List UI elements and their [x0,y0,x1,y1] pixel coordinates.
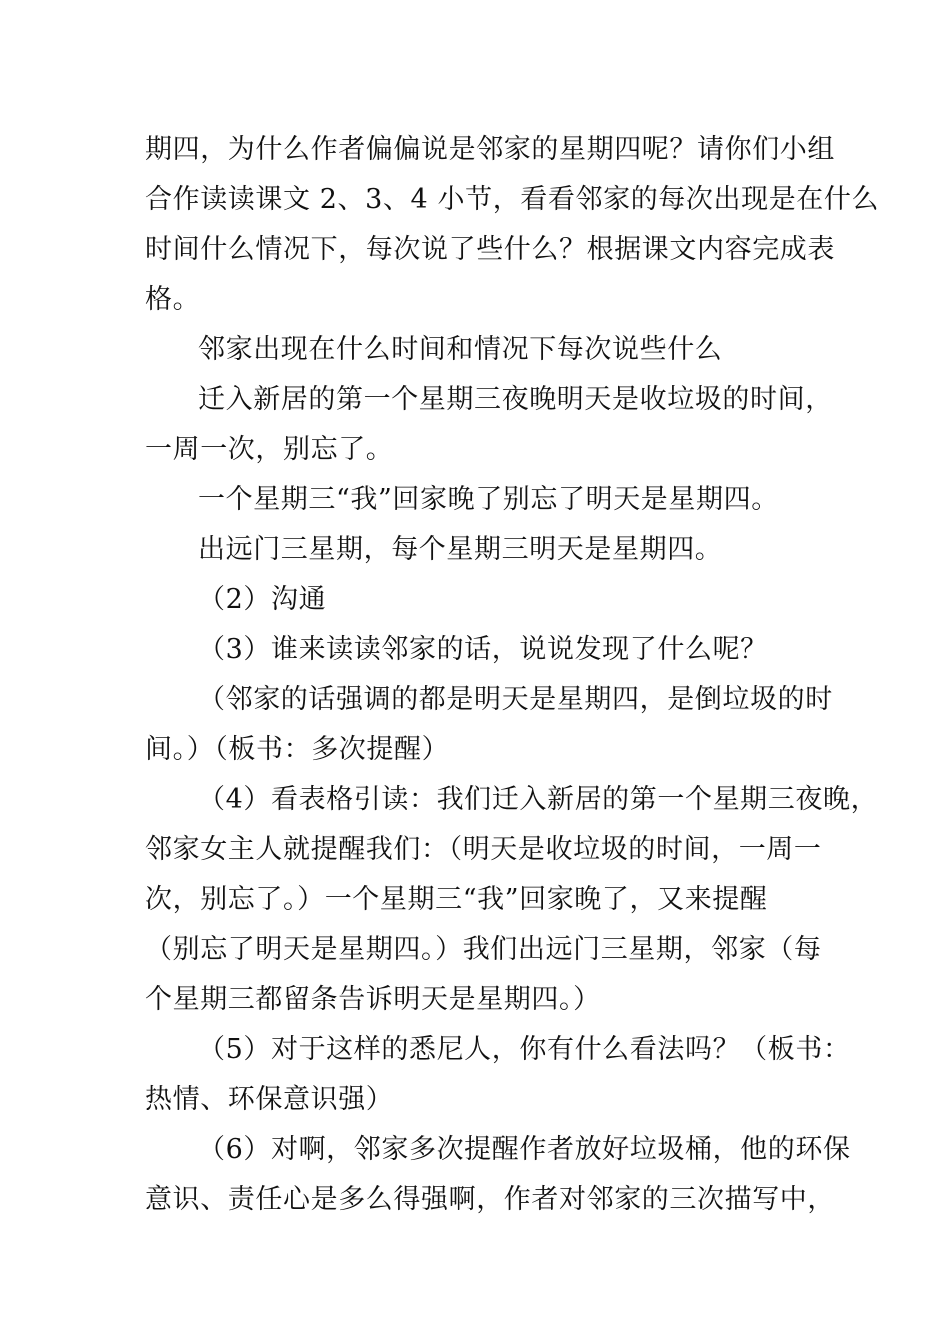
text-line-16: 次，别忘了。）一个星期三“我”回家晚了，又来提醒 [145,884,768,915]
text-line-3: 时间什么情况下，每次说了些什么？根据课文内容完成表 [145,234,835,265]
text-line-10: （2）沟通 [198,584,327,615]
text-line-19: （5）对于这样的悉尼人，你有什么看法吗？（板书： [198,1034,851,1065]
text-line-4: 格。 [145,284,201,315]
text-line-22: 意识、责任心是多么得强啊，作者对邻家的三次描写中， [145,1184,835,1215]
text-line-2: 合作读读课文 2、3、4 小节，看看邻家的每次出现是在什么 [145,184,880,215]
text-line-6: 迁入新居的第一个星期三夜晚明天是收垃圾的时间， [198,384,833,415]
text-line-12: （邻家的话强调的都是明天是星期四，是倒垃圾的时 [198,684,833,715]
text-line-9: 出远门三星期，每个星期三明天是星期四。 [198,534,723,565]
text-line-15: 邻家女主人就提醒我们：（明天是收垃圾的时间，一周一 [145,834,822,865]
text-line-7: 一周一次，别忘了。 [145,434,394,465]
table-header-line: 邻家出现在什么时间和情况下每次说些什么 [198,334,723,365]
text-line-13: 间。）（板书：多次提醒） [145,734,450,765]
text-line-21: （6）对啊，邻家多次提醒作者放好垃圾桶，他的环保 [198,1134,851,1165]
text-line-18: 个星期三都留条告诉明天是星期四。） [145,984,601,1015]
text-line-1: 期四，为什么作者偏偏说是邻家的星期四呢？请你们小组 [145,134,835,165]
text-line-8: 一个星期三“我”回家晚了别忘了明天是星期四。 [198,484,779,515]
text-line-14: （4）看表格引读：我们迁入新居的第一个星期三夜晚， [198,784,879,815]
text-line-20: 热情、环保意识强） [145,1084,394,1115]
text-line-17: （别忘了明天是星期四。）我们出远门三星期，邻家（每 [145,934,822,965]
text-line-11: （3）谁来读读邻家的话，说说发现了什么呢？ [198,634,768,665]
